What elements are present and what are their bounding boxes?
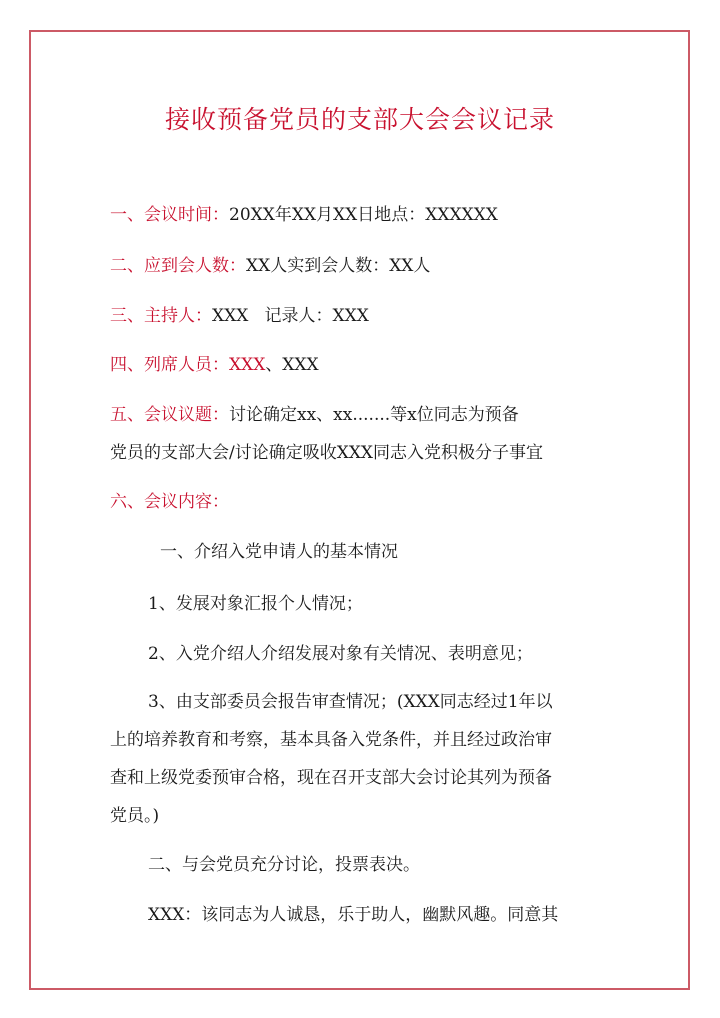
meeting-time-label: 一、会议时间：: [110, 205, 229, 225]
meeting-time-value: 20XX年XX月XX日地点：XXXXXX: [229, 205, 498, 225]
speech-line: XXX：该同志为人诚恳，乐于助人，幽默风趣。同意其: [148, 905, 559, 925]
document-title: 接收预备党员的支部大会会议记录: [164, 105, 555, 134]
list-item-2: 2、入党介绍人介绍发展对象有关情况、表明意见；: [148, 644, 533, 664]
topic-line-2: 党员的支部大会/讨论确定吸收XXX同志入党积极分子事宜: [110, 443, 544, 463]
list-item-3-line-2: 上的培养教育和考察，基本具备入党条件，并且经过政治审: [110, 730, 552, 750]
attendees-line: [110, 353, 630, 377]
topic-text-1: 讨论确定xx、xx.......等x位同志为预备: [229, 405, 519, 425]
attendance-label: 二、应到会人数：: [110, 256, 246, 276]
meeting-time-line: [110, 203, 630, 227]
list-item-3-line-3: 查和上级党委预审合格，现在召开支部大会讨论其列为预备: [110, 768, 552, 788]
topic-label: 五、会议议题：: [110, 405, 229, 425]
attendees-value-highlight: XXX: [229, 355, 266, 375]
attendance-line: [110, 254, 630, 278]
topic-line-1: [110, 403, 630, 427]
host-label: 三、主持人：: [110, 306, 212, 326]
list-item-1: 1、发展对象汇报个人情况；: [148, 594, 363, 614]
host-value: XXX 记录人：XXX: [212, 306, 369, 326]
attendees-value: 、XXX: [265, 355, 319, 375]
host-line: [110, 304, 630, 328]
list-item-3-line-1: 3、由支部委员会报告审查情况；(XXX同志经过1年以: [148, 692, 553, 712]
content-label: 六、会议内容：: [110, 492, 229, 512]
attendees-label: 四、列席人员：: [110, 355, 229, 375]
section-2-heading: 二、与会党员充分讨论，投票表决。: [148, 855, 420, 875]
list-item-3-line-4: 党员。): [110, 806, 160, 826]
section-1-heading: 一、介绍入党申请人的基本情况: [160, 542, 398, 562]
attendance-value: XX人实到会人数：XX人: [246, 256, 431, 276]
